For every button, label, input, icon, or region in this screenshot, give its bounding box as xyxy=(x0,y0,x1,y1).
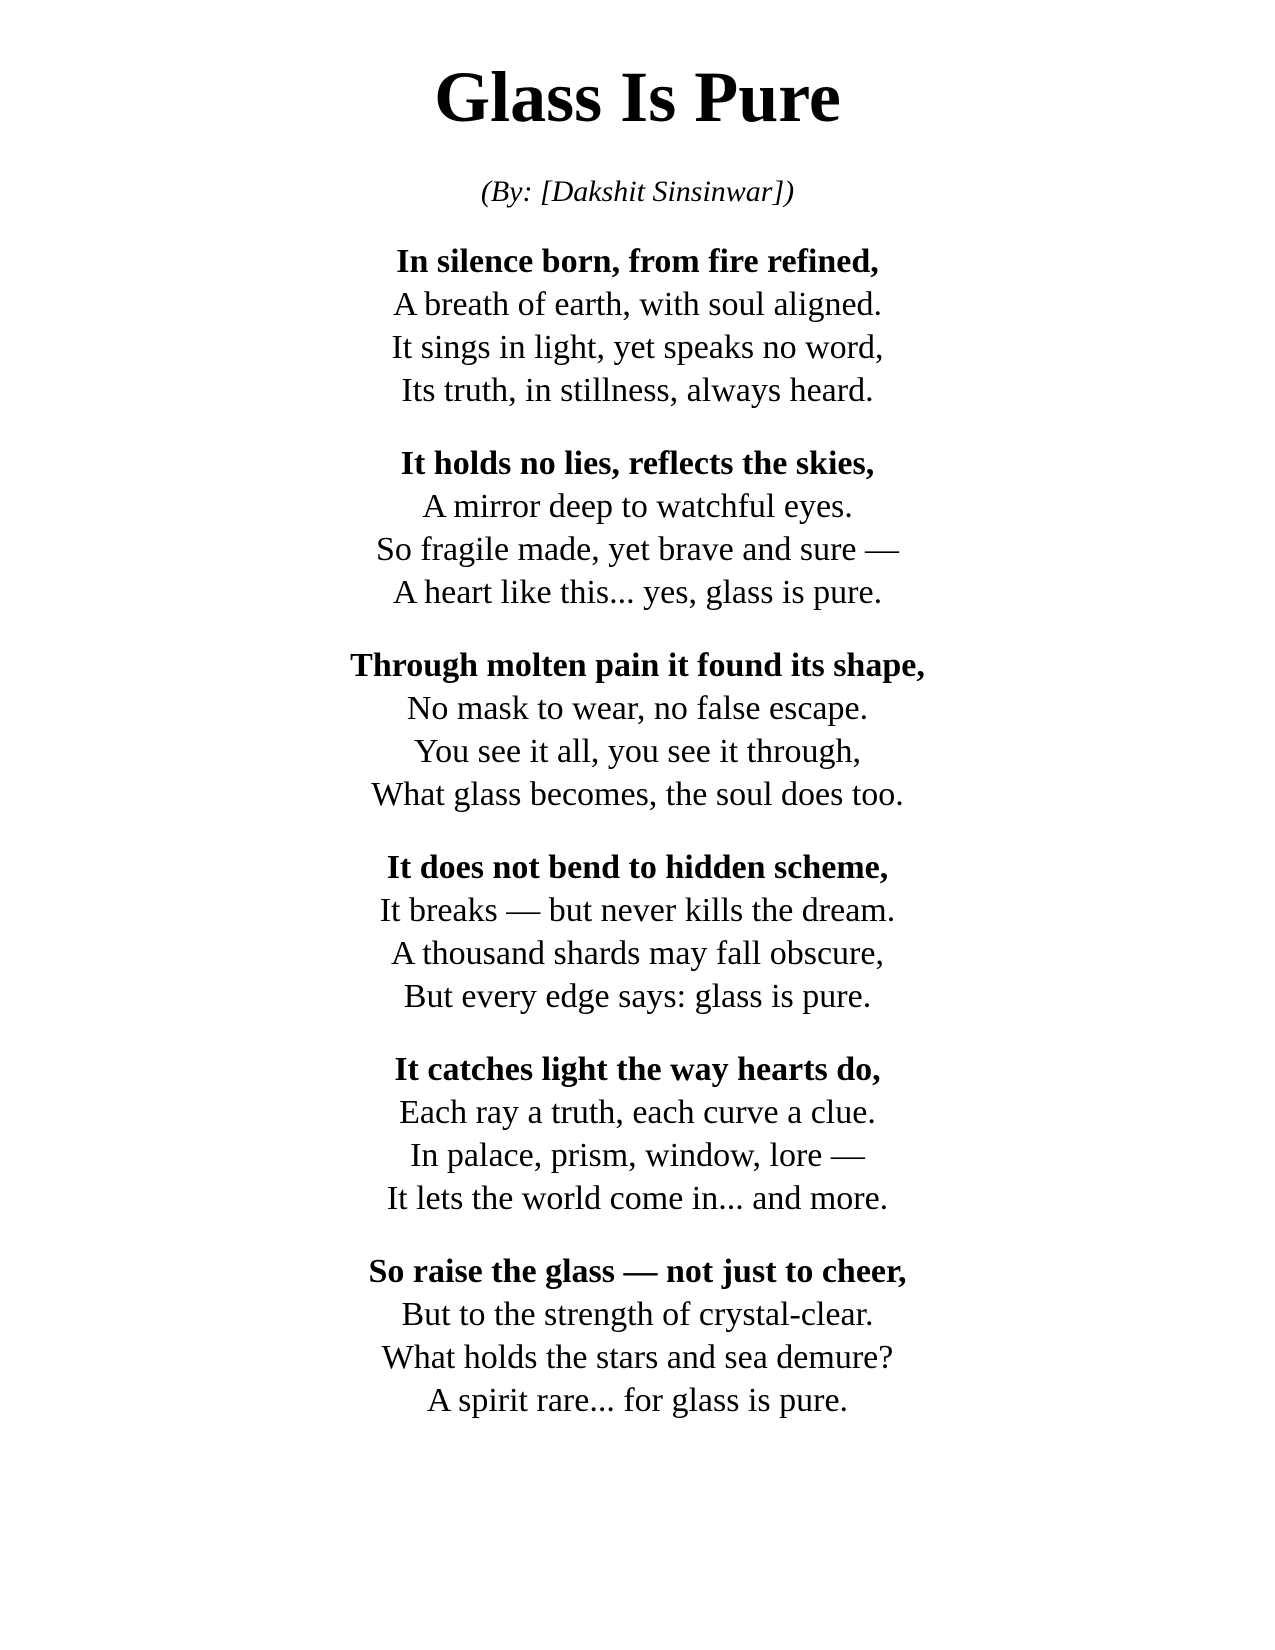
stanza-line: Through molten pain it found its shape, xyxy=(350,647,925,684)
stanza xyxy=(0,1250,1275,1422)
poem-byline: (By: [Dakshit Sinsinwar]) xyxy=(480,175,795,208)
stanza-line: It lets the world come in... and more. xyxy=(386,1180,889,1217)
stanza-line: It catches light the way hearts do, xyxy=(394,1051,881,1088)
stanza-line: No mask to wear, no false escape. xyxy=(406,690,869,727)
poem-title: Glass Is Pure xyxy=(434,57,841,137)
stanza-line: It sings in light, yet speaks no word, xyxy=(391,329,884,366)
stanza-line: But every edge says: glass is pure. xyxy=(403,978,872,1015)
stanza-line: A heart like this... yes, glass is pure. xyxy=(392,574,883,611)
stanza-line: But to the strength of crystal-clear. xyxy=(401,1296,874,1333)
stanza-line: It holds no lies, reflects the skies, xyxy=(400,445,875,482)
stanza-line: It breaks — but never kills the dream. xyxy=(379,892,896,929)
stanza-line: A mirror deep to watchful eyes. xyxy=(422,488,853,525)
stanza-line: Each ray a truth, each curve a clue. xyxy=(399,1094,876,1131)
stanza-line: What holds the stars and sea demure? xyxy=(381,1339,894,1376)
stanza-line: A thousand shards may fall obscure, xyxy=(391,935,884,972)
poem-body xyxy=(0,240,1275,1452)
stanza xyxy=(0,1048,1275,1220)
stanza-line: A breath of earth, with soul aligned. xyxy=(392,286,883,323)
stanza-line: So raise the glass — not just to cheer, xyxy=(368,1253,907,1290)
stanza-line: In palace, prism, window, lore — xyxy=(410,1137,865,1174)
stanza-line: It does not bend to hidden scheme, xyxy=(386,849,889,886)
stanza xyxy=(0,240,1275,412)
stanza-line: What glass becomes, the soul does too. xyxy=(371,776,904,813)
stanza xyxy=(0,644,1275,816)
stanza-line: Its truth, in stillness, always heard. xyxy=(401,372,874,409)
stanza xyxy=(0,846,1275,1018)
stanza-line: A spirit rare... for glass is pure. xyxy=(426,1382,849,1419)
stanza-line: You see it all, you see it through, xyxy=(413,733,861,770)
stanza-line: In silence born, from fire refined, xyxy=(396,243,879,280)
stanza xyxy=(0,442,1275,614)
stanza-line: So fragile made, yet brave and sure — xyxy=(375,531,900,568)
